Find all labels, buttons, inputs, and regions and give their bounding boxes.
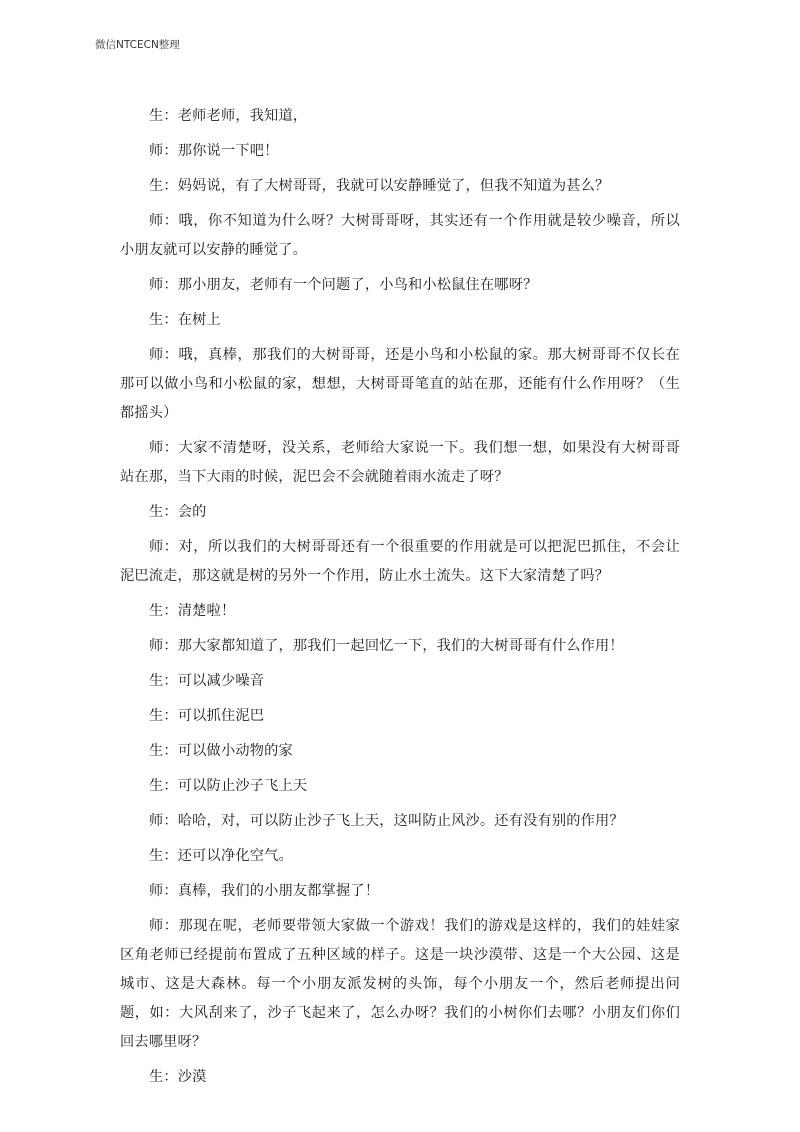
document-body — [120, 102, 680, 1098]
paragraph: 生：还可以净化空气。 — [149, 848, 293, 864]
paragraph: 生：可以防止沙子飞上天 — [149, 778, 308, 794]
paragraph: 生：清楚啦！ — [149, 603, 236, 619]
paragraph: 生：老师老师，我知道， — [149, 108, 308, 124]
paragraph: 师：对，所以我们的大树哥哥还有一个很重要的作用就是可以把泥巴抓住，不会让泥巴流走，那这就是树的另外一个作用，防止水土流失。这下大家清楚了吗？ — [120, 539, 680, 584]
paragraph: 生：妈妈说，有了大树哥哥，我就可以安静睡觉了，但我不知道为甚么？ — [149, 178, 610, 194]
paragraph: 生：沙漠 — [149, 1069, 207, 1085]
page-header: 微信NTCECN整理 — [95, 39, 180, 51]
paragraph: 师：那小朋友，老师有一个问题了，小鸟和小松鼠住在哪呀？ — [149, 277, 538, 293]
paragraph: 师：那现在呢，老师要带领大家做一个游戏！我们的游戏是这样的，我们的娃娃家区角老师已经提前布置成了五种区域的样子。这是一块沙漠带、这是一个大公园、这是城市、这是大森林。每一个小朋友派发树的头饰，每个小朋友一个，然后老师提出问题，如：大风刮来了，沙子飞起来了，怎么办呀？我们的小树你们去哪？小朋友们你们回去哪里呀？ — [120, 918, 680, 1050]
paragraph: 师：那你说一下吧！ — [149, 143, 279, 159]
paragraph: 生：可以减少噪音 — [149, 673, 265, 689]
paragraph: 师：哈哈，对，可以防止沙子飞上天，这叫防止风沙。还有没有别的作用？ — [149, 813, 624, 829]
paragraph: 师：那大家都知道了，那我们一起回忆一下，我们的大树哥哥有什么作用！ — [149, 638, 624, 654]
paragraph: 师：哦，真棒，那我们的大树哥哥，还是小鸟和小松鼠的家。那大树哥哥不仅长在那可以做小鸟和小松鼠的家，想想，大树哥哥笔直的站在那，还能有什么作用呀？（生都摇头） — [120, 347, 680, 421]
paragraph: 生：可以抓住泥巴 — [149, 708, 265, 724]
paragraph: 师：真棒，我们的小朋友都掌握了！ — [149, 883, 380, 899]
paragraph: 生：会的 — [149, 504, 207, 520]
paragraph: 师：大家不清楚呀，没关系，老师给大家说一下。我们想一想，如果没有大树哥哥站在那，当下大雨的时候，泥巴会不会就随着雨水流走了呀？ — [120, 440, 680, 485]
paragraph: 师：哦，你不知道为什么呀？大树哥哥呀，其实还有一个作用就是较少噪音，所以小朋友就可以安静的睡觉了。 — [120, 213, 680, 258]
paragraph: 生：在树上 — [149, 312, 221, 328]
paragraph: 生：可以做小动物的家 — [149, 743, 293, 759]
